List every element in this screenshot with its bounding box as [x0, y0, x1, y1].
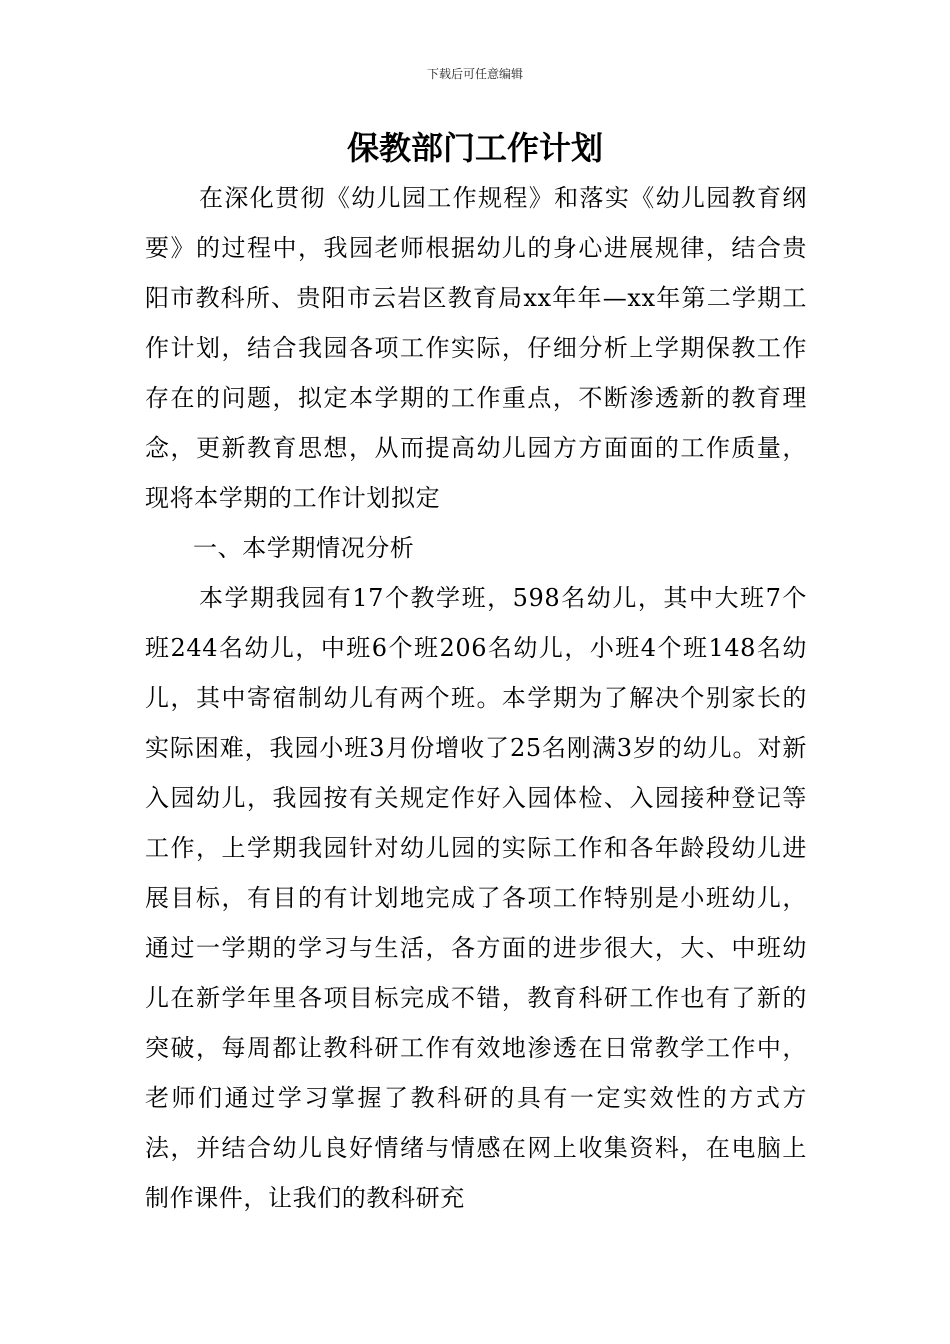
header-note: 下载后可任意编辑 [426, 67, 523, 81]
paragraph-intro: 在深化贯彻《幼儿园工作规程》和落实《幼儿园教育纲要》的过程中，我园老师根据幼儿的身心进展规律，结合贵阳市教科所、贵阳市云岩区教育局xx年年—xx年第二学期工作计划，结合我园各项工作实际，仔细分析上学期保教工作存在的问题，拟定本学期的工作重点，不断渗透新的教育理念，更新教育思想，从而提高幼儿园方方面面的工作质量，现将本学期的工作计划拟定 [145, 184, 807, 512]
section-heading: 一、本学期情况分析 [193, 534, 415, 562]
paragraph-analysis: 本学期我园有17个教学班，598名幼儿，其中大班7个班244名幼儿，中班6个班206名幼儿，小班4个班148名幼儿，其中寄宿制幼儿有两个班。本学期为了解决个别家长的实际困难，我园小班3月份增收了25名刚满3岁的幼儿。对新入园幼儿，我园按有关规定作好入园体检、入园接种登记等工作，上学期我园针对幼儿园的实际工作和各年龄段幼儿进展目标，有目的有计划地完成了各项工作特别是小班幼儿，通过一学期的学习与生活，各方面的进步很大，大、中班幼儿在新学年里各项目标完成不错，教育科研工作也有了新的突破，每周都让教科研工作有效地渗透在日常教学工作中，老师们通过学习掌握了教科研的具有一定实效性的方式方法，并结合幼儿良好情绪与情感在网上收集资料，在电脑上制作课件，让我们的教科研充 [145, 584, 807, 1212]
document-title: 保教部门工作计划 [346, 129, 603, 167]
document-body [145, 173, 807, 1223]
